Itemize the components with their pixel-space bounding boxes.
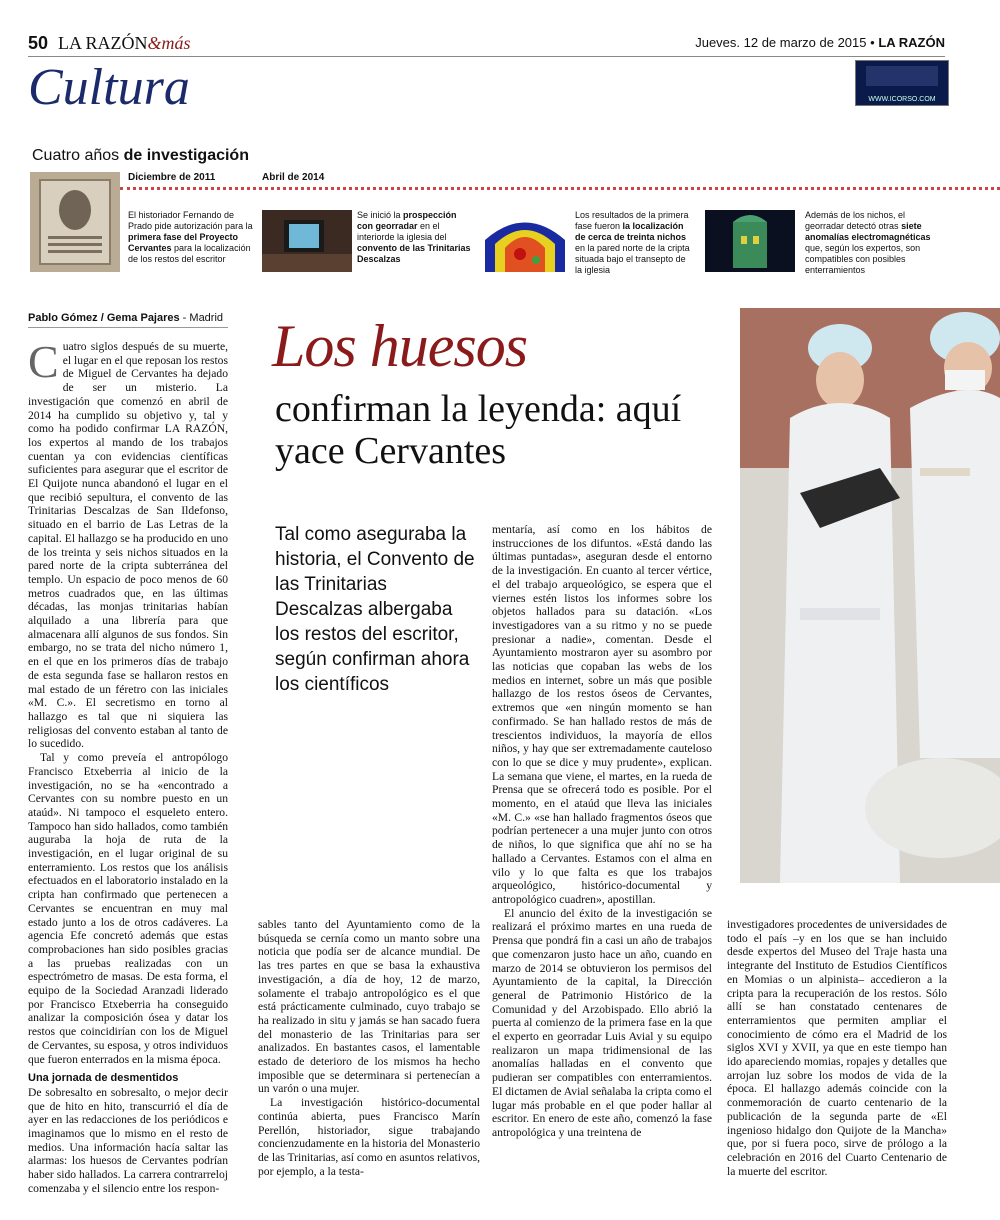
col3-paragraph-2: El anuncio del éxito de la investigación se realizará el próximo martes en una rueda de Prensa que pondrá fin a casi un año de trabajos que comenzaron justo hace un año, cuando en marzo de 2014 se obtuvieron los permisos del Ayuntamiento de la capital, la Dirección general de Patrimonio Histórico de la Comunidad y del Arzobispado. Ello abrió la puerta al comienzo de la primera fase en la que el experto en georradar Luis Avial y su equipo realizaron un mapa tridimensional de las anomalías halladas en el convento que pudieran ser compatibles con enterramientos. El dictamen de Avial señalaba la cripta como el lugar más probable en el que poder hallar al escritor. En enero de este año, comenzó la fase antropológica y una treintena de (492, 906, 712, 1139)
caption-1-bold: primera fase del Proyecto Cervantes (128, 232, 239, 253)
caption-3-pre: Los resultados de la primera fase fueron (575, 210, 689, 231)
timeline-caption-3 (575, 210, 693, 276)
col1-paragraph-1: uatro siglos después de su muerte, el lugar en el que reposan los restos de Miguel de Cervantes ha dejado de ser un misterio. La investigación que comenzó en abril de 2014 ha cumplido su objetivo y, tal y como ha podido confirmar LA RAZÓN, los expertos al mando de los trabajos cuentan ya con evidencias científicas suficientes para asegurar que el escritor de El Quijote nunca abandonó el lugar en el que recibió sepultura, el convento de las Trinitarias Descalzas de San Ildefonso, situado en el barrio de Las Letras de la capital. El hallazgo se ha producido en uno de los treinta y seis nichos situados en la pared norte de la cripta subterránea del templo. Un espacio de poco menos de 60 metros cuadrados que, en las últimas décadas, las monjas trinitarias habían alquilado a una librería para que almacenara allí algunos de sus fondos. Sin embargo, no se trata del nicho número 1, en el que en los primeros días de trabajo de esta segunda fase se hallaron restos en mal estado de un féretro con las iniciales «M. C.». El secretismo en torno al hallazgo es tal que ni siquiera las religiosas del convento estaban al tanto de lo sucedido. (28, 340, 228, 751)
crypt-model-image (705, 210, 795, 272)
caption-2-bold: prospección con georradar (357, 210, 457, 231)
byline-city: Madrid (189, 312, 224, 324)
header-rule (28, 56, 945, 57)
timeline-title-light: Cuatro años (32, 147, 124, 164)
masthead-brand (58, 33, 191, 54)
plaque-photo (30, 172, 120, 272)
paper-name: LA RAZÓN (878, 35, 945, 50)
caption-4-pre: Además de los nichos, el georradar detectó otras (805, 210, 906, 231)
timeline-title (32, 147, 249, 165)
col1-paragraph-2: Tal y como preveía el antropólogo Francisco Etxeberria al inicio de la investigación, no se ha «encontrado a Cervantes con su nombre puesto en un ataúd». Ni tampoco el esqueleto entero. Tampoco han sido hallados, como también auguraba la hoja de ruta de la investigación, en el lugar original de su enterramiento. Los restos que los análisis efectuados en el laboratorio instalado en la cripta han confirmado que pertenecen a Cervantes se encuentran en muy mal estado junto a los de otros cadáveres. La agencia Efe concretó además que estas comprobaciones han sido posibles gracias a las pruebas realizadas con un espectrómetro de masas. De esta forma, el equipo de la Sociedad Aranzadi liderado por Francisco Etxeberria ha conseguido analizar la composición ósea y datar los restos que coincidirían con los de Miguel de Cervantes, su esposa, y otros individuos que fueron enterrados en la misma época. (28, 751, 228, 1066)
headline-secondary: confirman la leyenda: aquí yace Cervantes (275, 388, 682, 472)
article-column-1 (28, 336, 228, 1196)
brand-main: LA RAZÓN (58, 33, 148, 53)
col2-paragraph-1: sables tanto del Ayuntamiento como de la búsqueda se cernía como un manto sobre una noticia que podía ser de alcance mundial. De las tres partes en que se basa la exhaustiva investigación, a día de hoy, 12 de marzo, solamente el trabajo antropológico es el que está prácticamente culminado, cuyo trabajo se ha realizado in situ y jamás se han sacado fuera del monasterio de las Trinitarias para ser analizados. En bastantes casos, el lamentable estado de deterioro de los mismos ha hecho imposible que se determinara si pertenecían a un varón o una mujer. (258, 918, 480, 1096)
section-title: Cultura (28, 59, 190, 116)
article-column-4 (727, 918, 947, 1178)
byline-rule (28, 327, 228, 328)
caption-1-post: para la localización de los restos del escritor (128, 243, 251, 264)
drop-cap: C (28, 336, 59, 387)
caption-2-pre: Se inició la (357, 210, 404, 220)
georadar-photo (262, 210, 352, 272)
timeline-date-1: Diciembre de 2011 (128, 172, 216, 183)
brand-suffix: más (161, 33, 191, 53)
timeline-title-bold: de investigación (123, 147, 249, 164)
timeline-caption-4 (805, 210, 945, 276)
byline-authors: Pablo Gómez / Gema Pajares (28, 312, 180, 324)
caption-4-post: que, según los expertos, son compatibles con posibles enterramientos (805, 243, 921, 275)
date: Jueves. 12 de marzo de 2015 (695, 35, 867, 50)
timeline-caption-2 (357, 210, 472, 265)
caption-1-pre: El historiador Fernando de Prado pide autorización para la (128, 210, 253, 231)
article-column-3 (492, 523, 712, 1140)
col4-paragraph-1: investigadores procedentes de universidades de todo el país –y en los que se han incluido desde expertos del Museo del Traje hasta una integrante del Instituto de Estudios Científicos en Momias o un alpinista– accedieron a la cripta para la recuperación de los restos. Sólo allí se han constatado centenares de enterramientos que permiten ampliar el conocimiento de cómo era el Madrid de los siglos XVI y XVII, ya que en este tiempo han ido apareciendo momias, ropajes y detalles que arrojan luz sobre los modos de vida de la época. El hallazgo además coincide con la conmemoración de cuarto centenario de la publicación de la segunda parte de «El ingenioso hidalgo don Quijote de la Mancha» que, por si fuera poco, sirve de prólogo a la celebración en 2016 del Cuarto Centenario de la muerte del escritor. (727, 918, 947, 1178)
col1-paragraph-3: De sobresalto en sobresalto, o mejor decir que de hito en hito, transcurrió el día de ayer en las redacciones de los periódicos e imaginamos que lo mismo en el resto de medios. Una información hacía saltar las alarmas: los huesos de Cervantes podrían haber sido hallados. La carrera contrarreloj comenzaba y el silencio entre los respon- (28, 1085, 228, 1195)
ad-graphic (866, 66, 938, 86)
ad-url: WWW.ICORSO.COM (868, 96, 936, 103)
timeline-date-2: Abril de 2014 (262, 172, 325, 183)
timeline-caption-1 (128, 210, 258, 265)
ad-banner[interactable] (855, 60, 949, 106)
headline-main: Los huesos (272, 313, 528, 379)
brand-amp: & (147, 33, 162, 53)
col1-subhead: Una jornada de desmentidos (28, 1072, 179, 1085)
byline-separator: - (179, 312, 190, 324)
bullet: • (870, 35, 875, 50)
article-column-2 (258, 918, 480, 1178)
researchers-photo (740, 308, 1000, 883)
timeline-dotted-line (120, 187, 1000, 190)
caption-4-bold: siete anomalías electromagnéticas (805, 221, 931, 242)
article-subtitle: Tal como aseguraba la historia, el Convento de las Trinitarias Descalzas albergaba los restos del escritor, según confirman ahora los científicos (275, 524, 475, 695)
caption-3-post: en la pared norte de la cripta situada bajo el transepto de la iglesia (575, 243, 690, 275)
dateline (695, 35, 945, 50)
caption-2-bold2: convento de las Trinitarias Descalzas (357, 243, 471, 264)
col3-paragraph-1: mentaría, así como en los hábitos de instrucciones de los difuntos. «Está dando las últimas puntadas», aseguran desde el entorno de la investigación. En cuanto al tercer vértice, el del trabajo arqueológico, se espera que el viernes estén listos los informes sobre los objetos hallados para su datación. «Los investigadores van a su ritmo y no se puede presionar a nadie», comentan. Desde el Ayuntamiento mostraron ayer su asombro por las noticias que copaban las webs de los medios en internet, sobre un más que posible hallazgo de los restos óseos de Cervantes, extremos que «en ningún momento se han confirmado. Se han hallado restos de más de trescientos individuos, la mayoría de ellos niños, y hay que ser extremadamente cauteloso con lo que se dice y muy prudente», explican. La semana que viene, el martes, en la rueda de Prensa que se ofrecerá todo es posible. Por el momento, en el ataúd que lleva las iniciales «M. C.» «se han hallado fragmentos óseos que podrían pertenecer a una mujer junto con otros de niños, lo que significa que ahí no se ha hallado a Cervantes. Estamos con el alma en vilo y lo que falta es que los trabajos arqueológico, histórico-documental y antropológico cuadren», apostillan. (492, 523, 712, 906)
caption-2-post: en el interiorde la iglesia del (357, 221, 447, 242)
page-number: 50 (28, 33, 49, 53)
caption-3-bold: la localización de cerca de treinta nichos (575, 221, 687, 242)
col2-paragraph-2: La investigación histórico-documental continúa abierta, pues Francisco Marín Perellón, historiador, sigue trabajando concienzudamente en la historia del Monasterio de las Trinitarias, así como en asuntos relativos, por ejemplo, a la testa- (258, 1096, 480, 1178)
byline (28, 312, 223, 324)
scan-heatmap-image (480, 210, 570, 272)
